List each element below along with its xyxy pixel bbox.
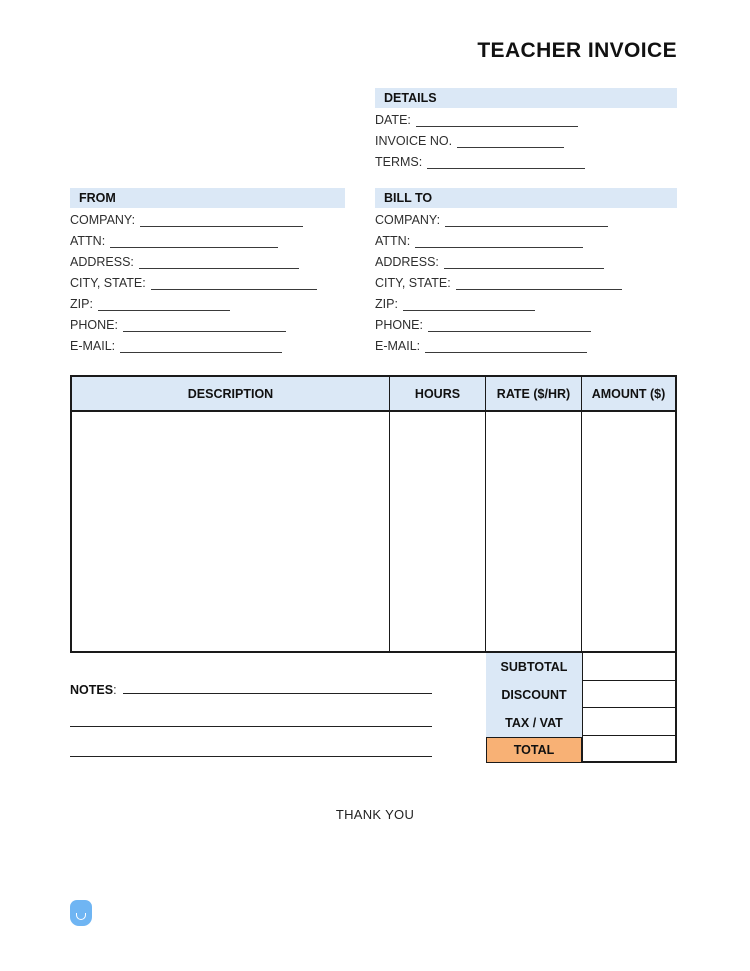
from-address-blank-line (139, 256, 299, 269)
from-city-state-field (70, 273, 345, 294)
from-email-label: E-MAIL: (70, 339, 116, 353)
bill-to-zip-blank-line (403, 298, 535, 311)
bill-to-company-blank-line (445, 214, 608, 227)
table-body-cell-hours (390, 412, 486, 651)
from-company-blank-line (140, 214, 303, 227)
invoice-no-field (375, 131, 677, 152)
notes-section (70, 680, 432, 760)
table-header-row (72, 377, 675, 412)
details-section (375, 88, 677, 173)
date-label: DATE: (375, 113, 411, 127)
table-body-cell-description (72, 412, 390, 651)
column-header-rate: RATE ($/HR) (486, 377, 582, 410)
table-body-cell-amount (582, 412, 675, 651)
from-phone-field (70, 315, 345, 336)
bill-to-attn-field (375, 231, 677, 252)
page-title: TEACHER INVOICE (477, 39, 677, 62)
bill-to-header: BILL TO (375, 188, 677, 208)
date-field (375, 110, 677, 131)
subtotal-label: SUBTOTAL (500, 660, 568, 674)
smile-badge-logo-icon (70, 900, 92, 926)
terms-field (375, 152, 677, 173)
from-city-state-blank-line (151, 277, 317, 290)
from-header: FROM (70, 188, 345, 208)
discount-amount-cell (583, 681, 675, 709)
from-zip-blank-line (98, 298, 230, 311)
summary-labels-block (486, 653, 582, 737)
notes-colon: : (113, 683, 117, 697)
column-header-hours: HOURS (390, 377, 486, 410)
from-email-field (70, 336, 345, 357)
from-company-field (70, 210, 345, 231)
from-zip-label: ZIP: (70, 297, 93, 311)
bill-to-city-state-blank-line (456, 277, 622, 290)
bill-to-address-blank-line (444, 256, 604, 269)
from-zip-field (70, 294, 345, 315)
from-section (70, 188, 345, 357)
total-label: TOTAL (486, 737, 582, 763)
subtotal-amount-cell (583, 653, 675, 681)
column-header-description: DESCRIPTION (72, 377, 390, 410)
from-attn-blank-line (110, 235, 278, 248)
from-address-label: ADDRESS: (70, 255, 134, 269)
bill-to-zip-field (375, 294, 677, 315)
from-phone-blank-line (123, 319, 286, 332)
bill-to-phone-blank-line (428, 319, 591, 332)
terms-blank-line (427, 156, 585, 169)
from-address-field (70, 252, 345, 273)
from-attn-label: ATTN: (70, 234, 106, 248)
tax-vat-label: TAX / VAT (505, 716, 563, 730)
table-body-cell-rate (486, 412, 582, 651)
invoice-no-label: INVOICE NO. (375, 134, 453, 148)
discount-label: DISCOUNT (501, 688, 567, 702)
bill-to-attn-blank-line (415, 235, 583, 248)
notes-blank-line-1 (123, 680, 432, 694)
bill-to-section (375, 188, 677, 357)
bill-to-city-state-label: CITY, STATE: (375, 276, 451, 290)
bill-to-email-blank-line (425, 340, 587, 353)
bill-to-email-label: E-MAIL: (375, 339, 421, 353)
table-body-row (72, 412, 675, 651)
smile-icon (76, 913, 86, 920)
from-attn-field (70, 231, 345, 252)
from-phone-label: PHONE: (70, 318, 118, 332)
from-city-state-label: CITY, STATE: (70, 276, 146, 290)
total-amount-cell (583, 736, 675, 764)
notes-field (70, 680, 432, 696)
bill-to-attn-label: ATTN: (375, 234, 411, 248)
bill-to-address-label: ADDRESS: (375, 255, 439, 269)
bill-to-address-field (375, 252, 677, 273)
bill-to-phone-label: PHONE: (375, 318, 423, 332)
notes-blank-line-3 (70, 756, 432, 757)
invoice-no-blank-line (457, 135, 564, 148)
from-company-label: COMPANY: (70, 213, 136, 227)
date-blank-line (416, 114, 578, 127)
thank-you-text: THANK YOU (335, 807, 415, 822)
bill-to-company-label: COMPANY: (375, 213, 441, 227)
summary-labels-column (486, 653, 582, 763)
notes-label: NOTES (70, 683, 114, 697)
line-items-table (70, 375, 677, 653)
bill-to-company-field (375, 210, 677, 231)
tax-vat-amount-cell (583, 708, 675, 736)
summary-amounts-column (582, 653, 677, 763)
bill-to-city-state-field (375, 273, 677, 294)
from-email-blank-line (120, 340, 282, 353)
bill-to-zip-label: ZIP: (375, 297, 398, 311)
totals-summary (486, 653, 677, 763)
details-header: DETAILS (375, 88, 677, 108)
terms-label: TERMS: (375, 155, 423, 169)
bill-to-phone-field (375, 315, 677, 336)
notes-blank-line-2 (70, 726, 432, 727)
column-header-amount: AMOUNT ($) (591, 386, 666, 401)
bill-to-email-field (375, 336, 677, 357)
